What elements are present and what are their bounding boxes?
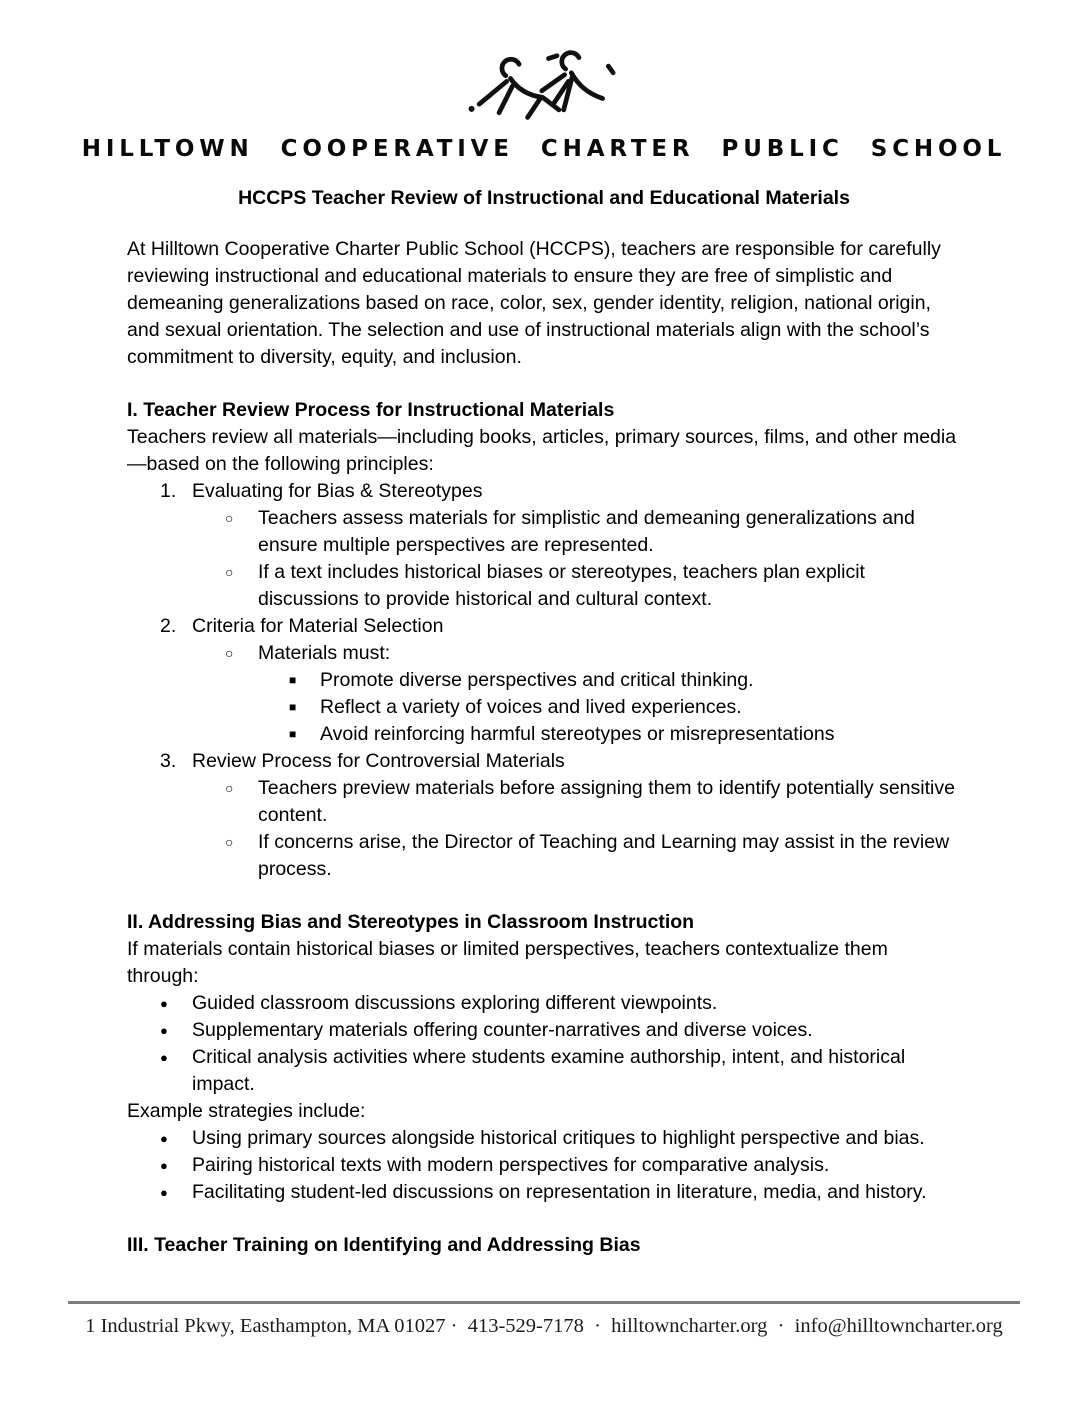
list-item-text: Teachers preview materials before assigning them to identify potentially sensitive content. [258,777,955,826]
circle-list-item [127,775,961,829]
section-2-heading: II. Addressing Bias and Stereotypes in Classroom Instruction [127,911,695,933]
list-item-text: Teachers assess materials for simplistic and demeaning generalizations and ensure multiple perspectives are represented. [258,507,915,556]
section-3-heading: III. Teacher Training on Identifying and Addressing Bias [127,1234,641,1256]
circle-bullet-marker: ○ [225,564,234,580]
list-item-text: Avoid reinforcing harmful stereotypes or misrepresentations [320,723,835,745]
list-item-text: Promote diverse perspectives and critical thinking. [320,669,754,691]
intro-paragraph: At Hilltown Cooperative Charter Public School (HCCPS), teachers are responsible for carefully reviewing instructional and educational materials to ensure they are free of simplistic and demeaning generalizations based on race, color, sex, gender identity, religion, national origin, and sexual orientation. The selection and use of instructional materials align with the school’s commitment to diversity, equity, and inclusion. [127,238,941,368]
footer-divider [68,1301,1020,1304]
circle-bullet-marker: ○ [225,834,234,850]
circle-list-item [127,559,961,613]
disc-bullet-marker: ● [160,996,168,1011]
list-item-title: Review Process for Controversial Materials [192,750,565,772]
disc-bullet-marker: ● [160,1185,168,1200]
numbered-list-item [127,748,961,775]
square-bullet-marker: ■ [289,700,297,714]
list-item-text: Materials must: [258,642,391,664]
running-children-icon [463,50,625,126]
bullet-list-item [127,1017,961,1044]
numbered-list-item [127,613,961,640]
footer-contact: 1 Industrial Pkwy, Easthampton, MA 01027 · 413-529-7178 · hilltowncharter.org · info@hilltowncharter.org [85,1315,1003,1337]
disc-bullet-marker: ● [160,1050,168,1065]
disc-bullet-marker: ● [160,1131,168,1146]
circle-list-item [127,505,961,559]
list-item-text: If a text includes historical biases or stereotypes, teachers plan explicit discussions to provide historical and cultural context. [258,561,865,610]
list-item-text: Using primary sources alongside historical critiques to highlight perspective and bias. [192,1127,925,1149]
circle-bullet-marker: ○ [225,645,234,661]
bullet-list-item [127,1044,961,1098]
square-bullet-marker: ■ [289,727,297,741]
bullet-list-item [127,1179,961,1206]
bullet-list-item [127,1152,961,1179]
disc-bullet-marker: ● [160,1023,168,1038]
list-item-text: Critical analysis activities where students examine authorship, intent, and historical impact. [192,1046,906,1095]
page-footer [68,1301,1020,1340]
list-number: 1. [160,480,177,502]
circle-list-item [127,640,961,667]
list-item-text: Supplementary materials offering counter-narratives and diverse voices. [192,1019,813,1041]
circle-bullet-marker: ○ [225,780,234,796]
section-1-intro: Teachers review all materials—including books, articles, primary sources, films, and other media—based on the following principles: [127,426,957,475]
list-number: 2. [160,615,177,637]
square-list-item [127,721,961,748]
list-item-text: Facilitating student-led discussions on representation in literature, media, and history. [192,1181,927,1203]
list-item-title: Criteria for Material Selection [192,615,444,637]
list-item-text: If concerns arise, the Director of Teaching and Learning may assist in the review process. [258,831,950,880]
list-number: 3. [160,750,177,772]
circle-bullet-marker: ○ [225,510,234,526]
school-name: HILLTOWN COOPERATIVE CHARTER PUBLIC SCHOOL [81,136,1007,162]
square-list-item [127,694,961,721]
list-item-text: Reflect a variety of voices and lived experiences. [320,696,742,718]
section-2-intro: If materials contain historical biases or limited perspectives, teachers contextualize them through: [127,938,888,987]
list-item-title: Evaluating for Bias & Stereotypes [192,480,483,502]
document-body [0,185,1088,1259]
list-item-text: Guided classroom discussions exploring different viewpoints. [192,992,718,1014]
disc-bullet-marker: ● [160,1158,168,1173]
school-logo [0,0,1088,134]
strategies-label: Example strategies include: [127,1100,366,1122]
numbered-list-item [127,478,961,505]
circle-list-item [127,829,961,883]
bullet-list-item [127,1125,961,1152]
list-item-text: Pairing historical texts with modern perspectives for comparative analysis. [192,1154,830,1176]
document-title: HCCPS Teacher Review of Instructional and Educational Materials [238,187,850,209]
square-list-item [127,667,961,694]
square-bullet-marker: ■ [289,673,297,687]
section-1-heading: I. Teacher Review Process for Instructional Materials [127,399,615,421]
bullet-list-item [127,990,961,1017]
